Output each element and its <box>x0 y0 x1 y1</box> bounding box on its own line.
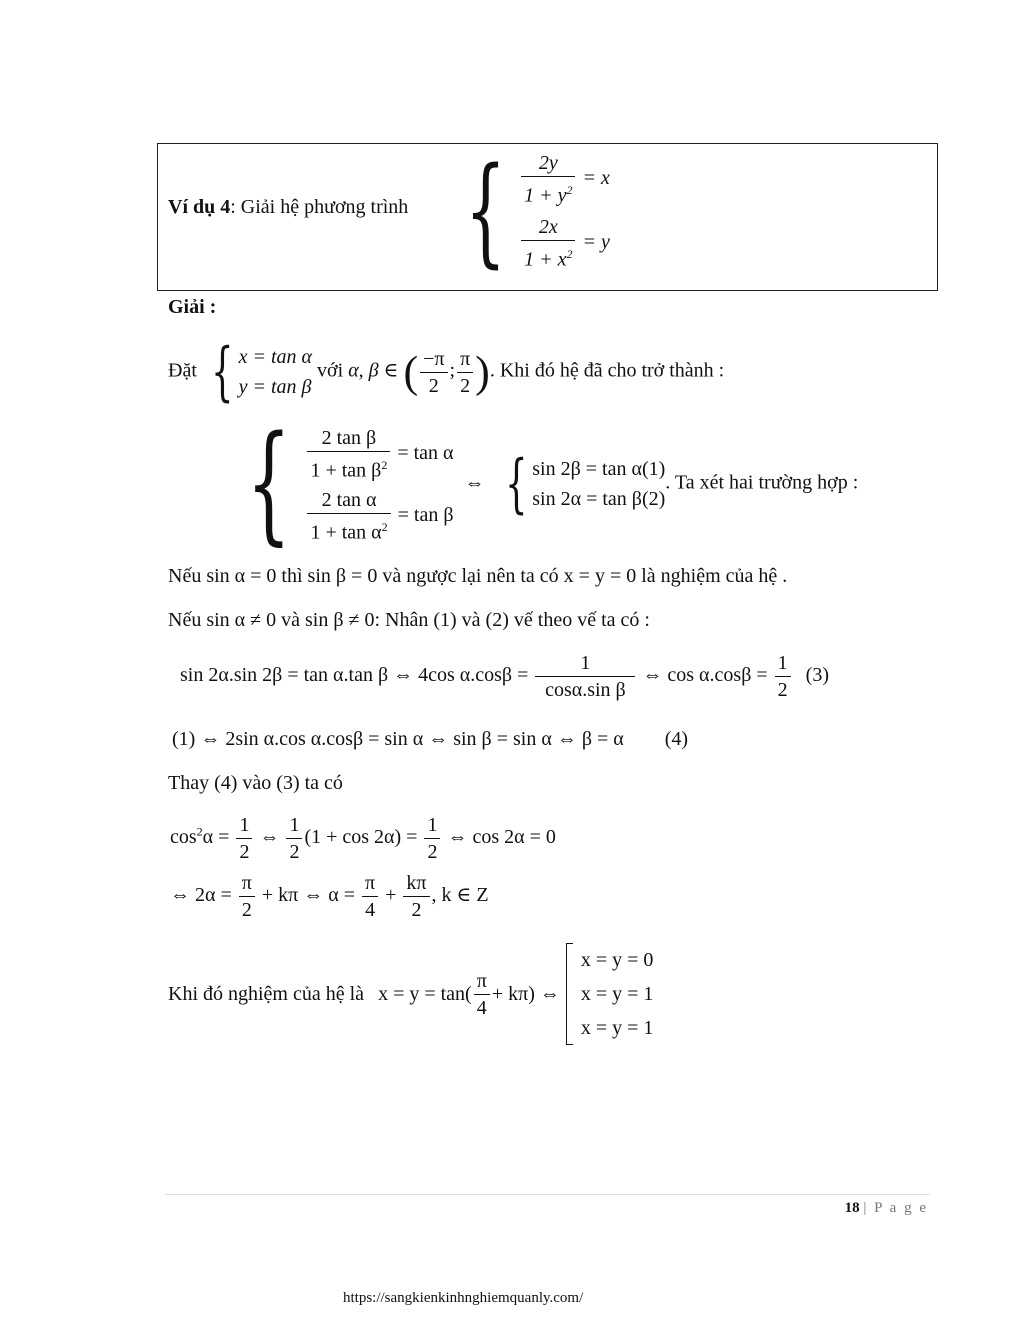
substitute-line: Thay (4) vào (3) ta có <box>168 772 343 794</box>
page-footer <box>845 1200 928 1217</box>
case-sin-nonzero: Nếu sin α ≠ 0 và sin β ≠ 0: Nhân (1) và (2) vế theo vế ta có : <box>168 609 650 631</box>
example-statement <box>168 196 408 219</box>
example-system: { $\frac{2y}{1 + y^2}$ = x $\frac{2x}{1 + x^2}$ = y <box>464 141 610 279</box>
eq1-fraction: $\frac{2y}{1 + y^2}$ <box>521 150 575 209</box>
equation-3: sin 2α.sin 2β = tan α.tan β ⇔ 4cos α.cosβ = $\frac{1}{\text{cosα.sin β}}$ ⇔ cos α.cosβ = $\frac{1}{2}$ (3) <box>180 652 829 701</box>
solution-heading: Giải : <box>168 296 217 318</box>
page-label: | P a g e <box>863 1200 928 1216</box>
example-label: Ví dụ 4 <box>168 196 231 218</box>
case-sin-zero: Nếu sin α = 0 thì sin β = 0 và ngược lại nên ta có x = y = 0 là nghiệm của hệ . <box>168 565 788 587</box>
cases-bracket <box>566 943 573 1045</box>
final-solution: Khi đó nghiệm của hệ là x = y = tan( $\frac{\pi}{4}$ + kπ) ⇔ x = y = 0 x = y = 1 x = y = 1 <box>168 943 653 1045</box>
final-case: x = y = 0 <box>580 949 654 971</box>
cos-squared-line: $\cos^2\alpha$ = $\frac{1}{2}$ ⇔ $\frac{1}{2}$ (1 + cos 2α) = $\frac{1}{2}$ ⇔ cos 2α = 0 <box>170 814 556 863</box>
eq2-fraction: $\frac{2x}{1 + x^2}$ <box>521 214 575 273</box>
alpha-solution-line: ⇔ 2α = $\frac{\pi}{2}$ + kπ ⇔ α = $\frac{\pi}{4}$ + $\frac{k\pi}{2}$ , k ∈ Z <box>170 872 489 921</box>
equation-4: (1) ⇔ 2sin α.cos α.cosβ = sin α ⇔ sin β = sin α ⇔ β = α (4) <box>172 728 689 750</box>
footer-divider <box>165 1194 930 1195</box>
substitution-line: Đặt { x = tan α y = tan β với α, β ∈ ( $\frac{-\pi}{2}$ ; $\frac{\pi}{2}$ ). Khi đó hệ đã cho trở thành : <box>168 335 725 409</box>
final-case: x = y = 1 <box>580 1017 654 1039</box>
final-case: x = y = 1 <box>580 983 654 1005</box>
example-title: : Giải hệ phương trình <box>230 196 409 218</box>
source-url: https://sangkienkinhnghiemquanly.com/ <box>343 1290 584 1306</box>
transformed-system: { $\frac{\text{2 tan β}}{1 + \tan \beta^2}$ = tan α $\frac{\text{2 tan α}}{1 + \tan \alpha^2}$ = tan β ⇔ { sin 2β = tan α(1) sin 2α = tan β(2) . Ta xét hai trường hợp : <box>246 409 859 558</box>
page-number: 18 <box>844 1200 860 1216</box>
